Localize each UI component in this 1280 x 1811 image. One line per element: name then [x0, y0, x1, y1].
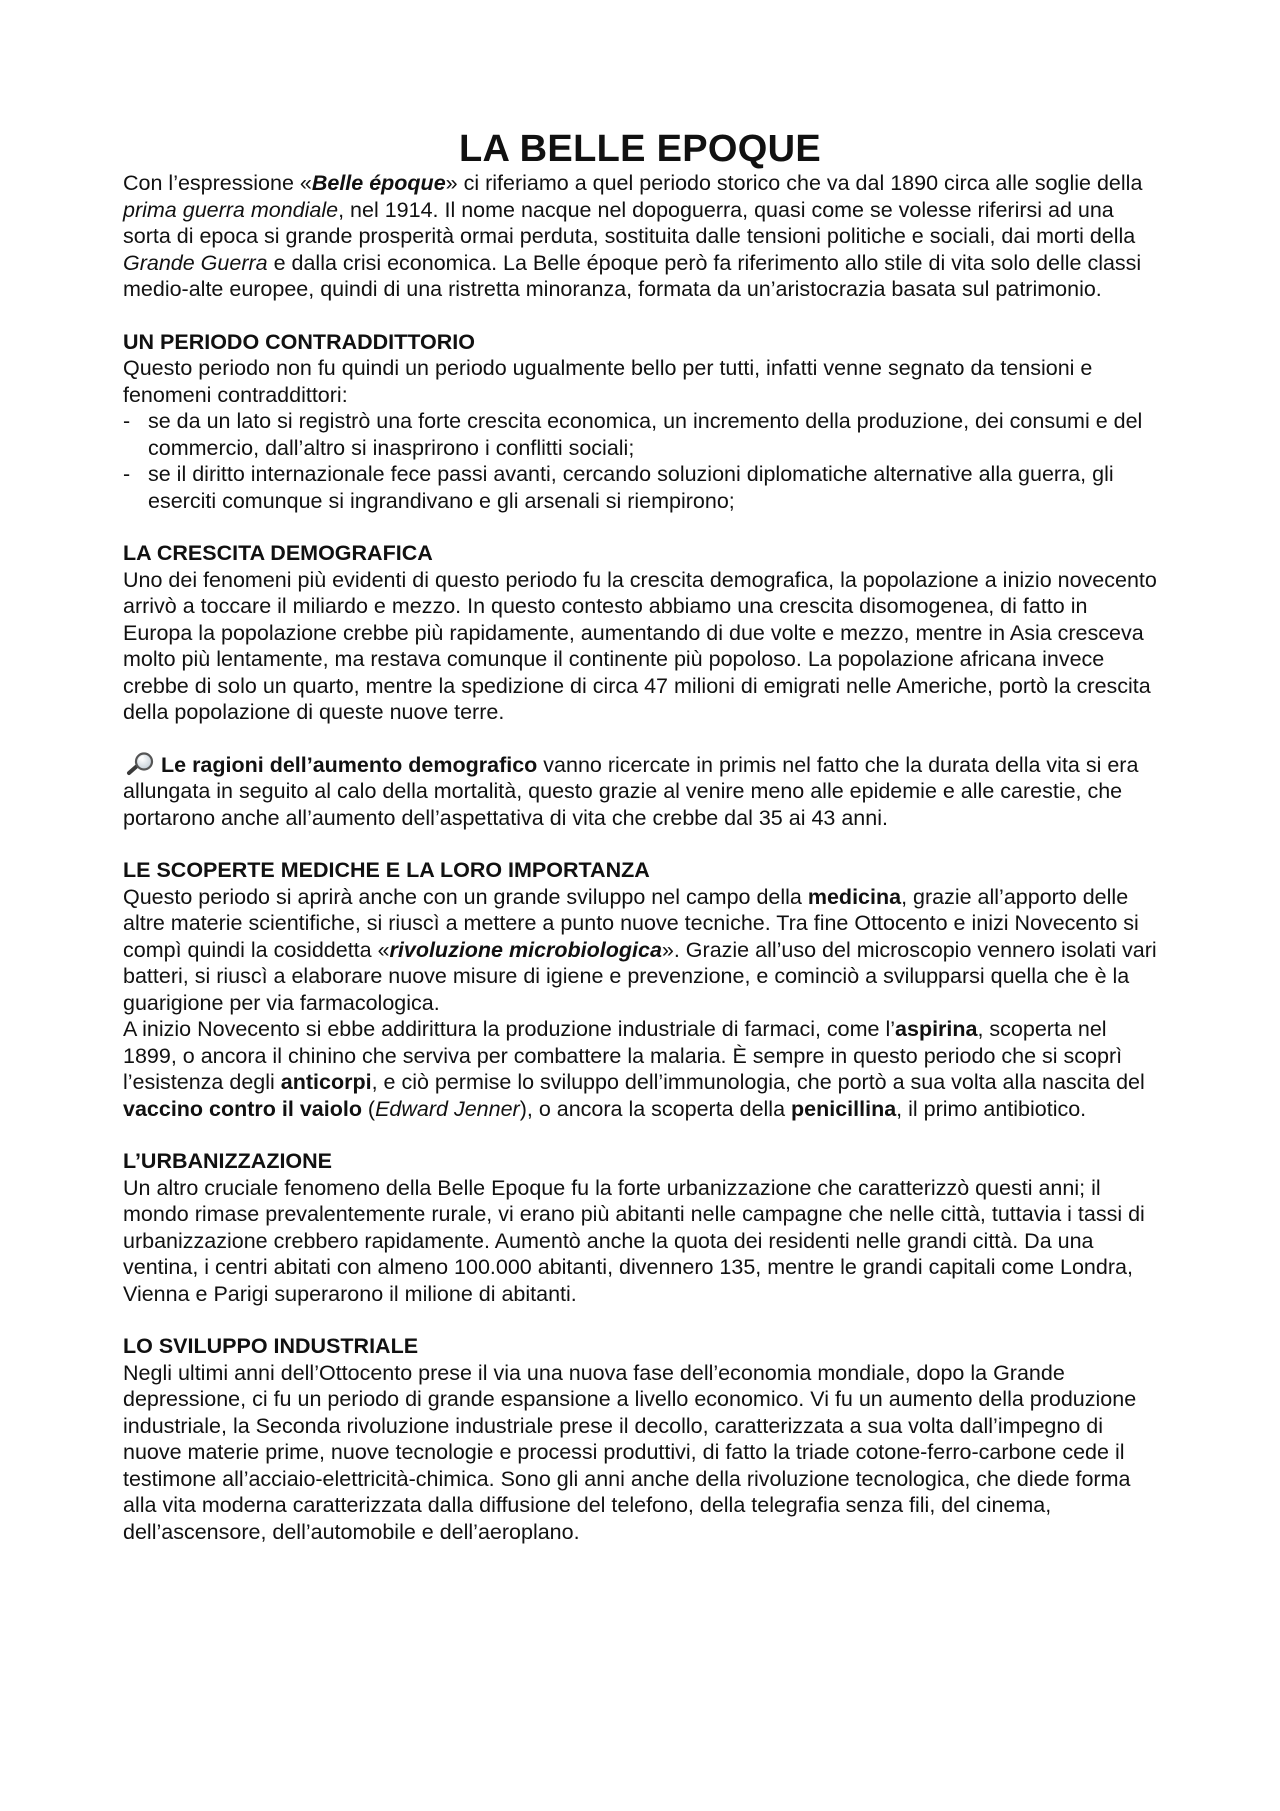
- magnifying-glass-icon: [123, 752, 157, 778]
- section-text: Uno dei fenomeni più evidenti di questo periodo fu la crescita demografica, la popolazione a inizio novecento arrivò a toccare il miliardo e mezzo. In questo contesto abbiamo una crescita disomogenea, di fatto in Europa la popolazione crebbe più rapidamente, aumentando di due volte e mezzo, mentre in Asia cresceva molto più lentamente, ma restava comunque il continente più popoloso. La popolazione africana invece crebbe di solo un quarto, mentre la spedizione di circa 47 milioni di emigrati nelle Americhe, portò la crescita della popolazione di queste nuove terre.: [123, 567, 1157, 724]
- dash-bullet: -: [123, 462, 131, 486]
- section-urbanization: [123, 1148, 1157, 1307]
- document-page: [123, 128, 1157, 1545]
- section-heading: L’URBANIZZAZIONE: [123, 1149, 333, 1173]
- section-text: Negli ultimi anni dell’Ottocento prese il via una nuova fase dell’economia mondiale, dopo la Grande depressione, ci fu un periodo di grande espansione a livello economico. Vi fu un aumento della produzione industriale, la Seconda rivoluzione industriale prese il decollo, caratterizzata a sua volta dall’impegno di nuove materie prime, nuove tecnologie e processi produttivi, di fatto la triade cotone-ferro-carbone cede il testimone all’acciaio-elettricità-chimica. Sono gli anni anche della rivoluzione tecnologica, che diede forma alla vita moderna caratterizzata dalla diffusione del telefono, della telegrafia senza fili, del cinema, dell’ascensore, dell’automobile e dell’aeroplano.: [123, 1360, 1137, 1544]
- term-belle-epoque: Belle époque: [311, 171, 446, 195]
- section-demography: [123, 540, 1157, 726]
- section-text: Un altro cruciale fenomeno della Belle Epoque fu la forte urbanizzazione che caratterizzò questi anni; il mondo rimase prevalentemente rurale, vi erano più abitanti nelle campagne che nelle città, tuttavia i tassi di urbanizzazione crebbero rapidamente. Aumentò anche la quota dei residenti nelle grandi città. Da una ventina, i centri abitati con almeno 100.000 abitanti, divennero 135, mentre le grandi capitali come Londra, Vienna e Parigi superarono il milione di abitanti.: [123, 1175, 1145, 1306]
- reasons-bold: Le ragioni dell’aumento demografico: [161, 752, 538, 777]
- reasons-note: Le ragioni dell’aumento demografico vanno ricercate in primis nel fatto che la durata della vita si era allungata in seguito al calo della mortalità, questo grazie al venire meno alle epidemie e alle carestie, che portarono anche all’aumento dell’aspettativa di vita che crebbe dal 35 ai 43 anni.: [123, 752, 1139, 830]
- list-item: - se da un lato si registrò una forte crescita economica, un incremento della produzione, dei consumi e del commercio, dall’altro si inasprirono i conflitti sociali;: [123, 409, 1143, 460]
- section-contradictory: [123, 329, 1157, 515]
- dash-list: [123, 408, 1157, 514]
- term-anticorpi: anticorpi: [280, 1070, 372, 1094]
- section-heading: LO SVILUPPO INDUSTRIALE: [123, 1334, 419, 1358]
- section-heading: UN PERIODO CONTRADDITTORIO: [123, 329, 475, 354]
- term-edward-jenner: Edward Jenner: [375, 1096, 520, 1121]
- term-penicillina: penicillina: [791, 1096, 897, 1121]
- section-heading: LA CRESCITA DEMOGRAFICA: [123, 541, 433, 565]
- medicine-paragraph-1: Questo periodo si aprirà anche con un grande sviluppo nel campo della medicina, grazie all’apporto delle altre materie scientifiche, si riuscì a mettere a punto nuove tecniche. Tra fine Ottocento e inizi Novecento si compì quindi la cosiddetta «rivoluzione microbiologica». Grazie all’uso del microscopio vennero isolati vari batteri, si riuscì a elaborare nuove misure di igiene e prevenzione, e cominciò a svilupparsi quella che è la guarigione per via farmacologica.: [123, 884, 1157, 1015]
- page-title: LA BELLE EPOQUE: [458, 128, 821, 170]
- term-grande-guerra: Grande Guerra: [123, 250, 268, 275]
- section-text: Questo periodo non fu quindi un periodo ugualmente bello per tutti, infatti venne segnato da tensioni e fenomeni contraddittori:: [123, 356, 1093, 407]
- term-prima-guerra-mondiale: prima guerra mondiale: [123, 197, 339, 222]
- section-industry: [123, 1333, 1157, 1545]
- section-heading: LE SCOPERTE MEDICHE E LA LORO IMPORTANZA: [123, 858, 650, 882]
- list-item: - se il diritto internazionale fece passi avanti, cercando soluzioni diplomatiche alternative alla guerra, gli eserciti comunque si ingrandivano e gli arsenali si riempirono;: [123, 462, 1114, 513]
- dash-bullet: -: [123, 409, 131, 433]
- medicine-paragraph-2: A inizio Novecento si ebbe addirittura la produzione industriale di farmaci, come l’aspirina, scoperta nel 1899, o ancora il chinino che serviva per combattere la malaria. È sempre in questo periodo che si scoprì l’esistenza degli anticorpi, e ciò permise lo sviluppo dell’immunologia, che portò a sua volta alla nascita del vaccino contro il vaiolo (Edward Jenner), o ancora la scoperta della penicillina, il primo antibiotico.: [123, 1017, 1145, 1121]
- term-rivoluzione-microbiologica: rivoluzione microbiologica: [389, 937, 662, 962]
- term-medicina: medicina: [807, 884, 902, 909]
- section-medicine: [123, 857, 1157, 1122]
- term-aspirina: aspirina: [895, 1017, 978, 1041]
- term-vaccino: vaccino contro il vaiolo: [123, 1096, 362, 1121]
- intro-paragraph: Con l’espressione «Belle époque» ci riferiamo a quel periodo storico che va dal 1890 circa alle soglie della prima guerra mondiale, nel 1914. Il nome nacque nel dopoguerra, quasi come se volesse riferirsi ad una sorta di epoca si grande prosperità ormai perduta, sostituita dalle tensioni politiche e sociali, dai morti della Grande Guerra e dalla crisi economica. La Belle époque però fa riferimento allo stile di vita solo delle classi medio-alte europee, quindi di una ristretta minoranza, formata da un’aristocrazia basata sul patrimonio.: [123, 171, 1143, 301]
